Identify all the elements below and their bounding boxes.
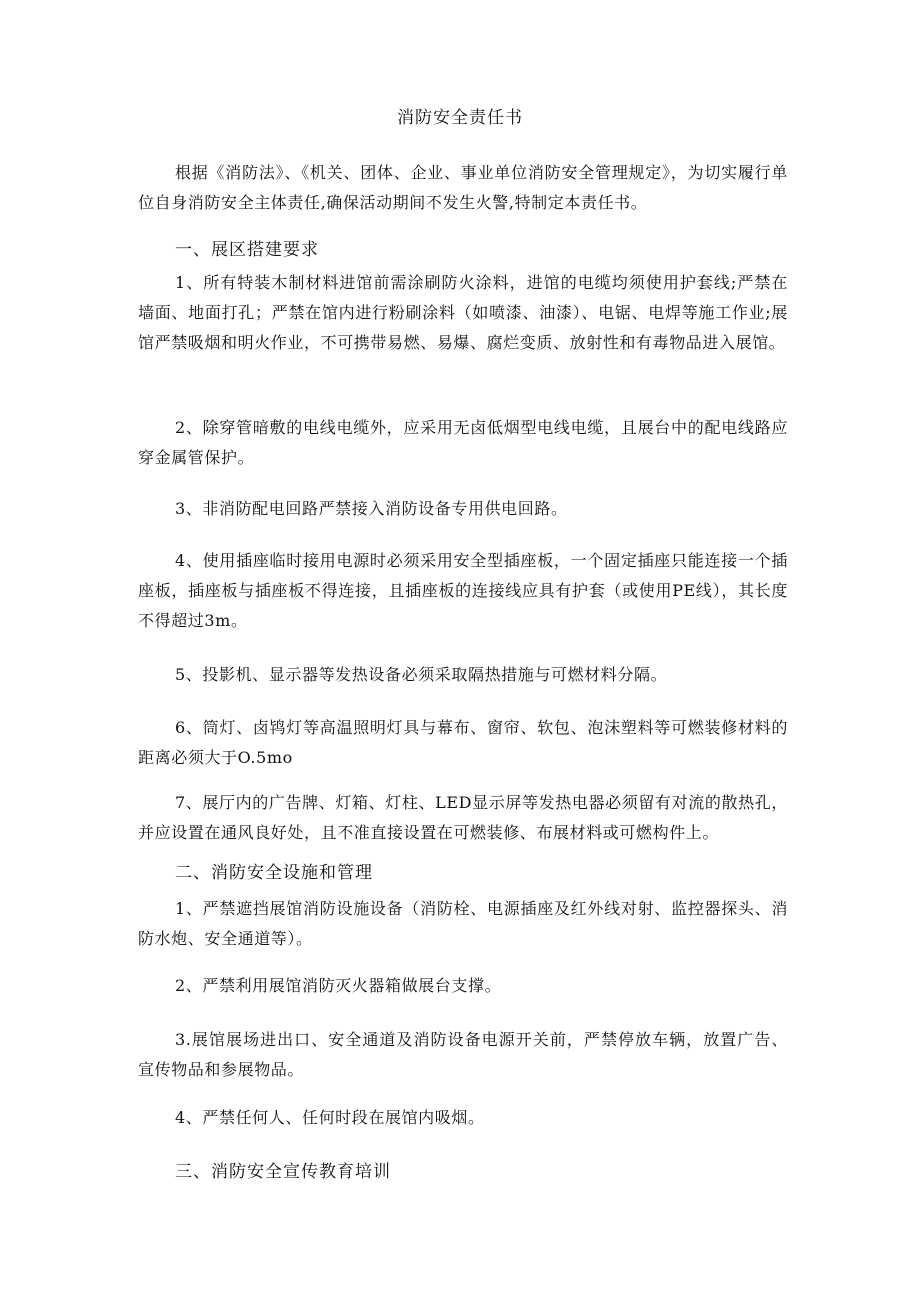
section-1-item-5: 5、投影机、显示器等发热设备必须采取隔热措施与可燃材料分隔。 [175, 665, 668, 684]
section-1-item-6: 6、筒灯、卤鸨灯等高温照明灯具与幕布、窗帘、软包、泡沫塑料等可燃装修材料的距离必须大于O.5mo [138, 718, 788, 767]
section-1-item-4: 4、使用插座临时接用电源时必须采用安全型插座板，一个固定插座只能连接一个插座板，插座板与插座板不得连接，且插座板的连接线应具有护套（或使用PE线），其长度不得超过3m。 [138, 551, 788, 630]
section-2-item-2: 2、严禁利用展馆消防灭火器箱做展台支撑。 [175, 976, 502, 995]
section-heading-2: 二、消防安全设施和管理 [175, 863, 373, 883]
section-2-item-4: 4、严禁任何人、任何时段在展馆内吸烟。 [175, 1108, 485, 1127]
section-1-item-7: 7、展厅内的广告牌、灯箱、灯柱、LED显示屏等发热电器必须留有对流的散热孔，并应设置在通风良好处，且不准直接设置在可燃装修、布展材料或可燃构件上。 [138, 793, 788, 842]
section-heading-3: 三、消防安全宣传教育培训 [175, 1162, 391, 1182]
section-1-item-1: 1、所有特装木制材料进馆前需涂刷防火涂料，进馆的电缆均须使用护套线;严禁在墙面、地面打孔；严禁在馆内进行粉刷涂料（如喷漆、油漆）、电锯、电焊等施工作业;展馆严禁吸烟和明火作业，不可携带易燃、易爆、腐烂变质、放射性和有毒物品进入展馆。 [138, 273, 788, 352]
section-heading-1: 一、展区搭建要求 [175, 240, 319, 260]
section-2-item-1: 1、严禁遮挡展馆消防设施设备（消防栓、电源插座及红外线对射、监控器探头、消防水炮、安全通道等）。 [138, 899, 788, 948]
document-title: 消防安全责任书 [397, 108, 523, 128]
section-2-item-3: 3.展馆展场进出口、安全通道及消防设备电源开关前，严禁停放车辆，放置广告、宣传物品和参展物品。 [138, 1030, 788, 1079]
section-1-item-3: 3、非消防配电回路严禁接入消防设备专用供电回路。 [175, 499, 568, 518]
section-1-item-2: 2、除穿管暗敷的电线电缆外，应采用无卤低烟型电线电缆，且展台中的配电线路应穿金属管保护。 [138, 418, 788, 467]
intro-paragraph: 根据《消防法》、《机关、团体、企业、事业单位消防安全管理规定》，为切实履行单位自身消防安全主体责任,确保活动期间不发生火警,特制定本责任书。 [138, 163, 788, 212]
